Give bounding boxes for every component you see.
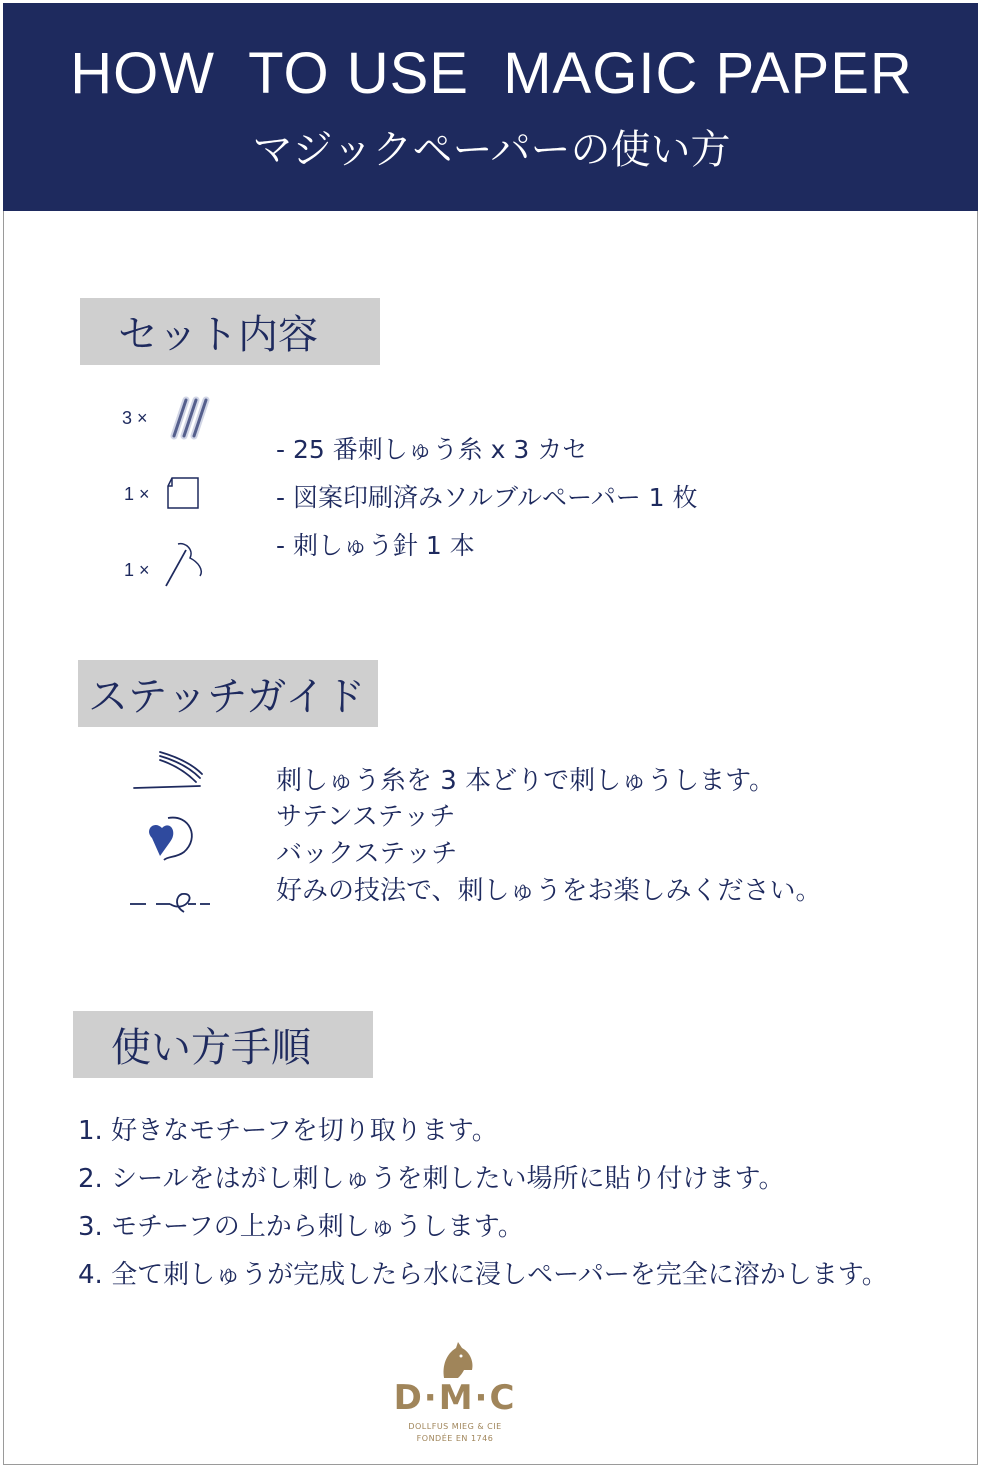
steps-section-heading <box>73 1011 373 1078</box>
page-subtitle: マジックペーパーの使い方 <box>252 127 731 173</box>
satin-stitch-icon <box>140 812 200 872</box>
step-4: 4. 全て刺しゅうが完成したら水に浸しペーパーを完全に溶かします。 <box>78 1260 888 1290</box>
kit-section-heading <box>80 298 380 365</box>
stitch-heading-text: ステッチガイド <box>88 674 366 720</box>
stitch-line-back: バックステッチ <box>276 839 458 869</box>
steps-heading-text: 使い方手順 <box>111 1025 311 1071</box>
page-frame <box>3 3 978 1465</box>
strand-icon <box>130 748 210 796</box>
floss-count: 3 × <box>122 408 148 428</box>
kit-heading-text: セット内容 <box>118 312 318 358</box>
step-1: 1. 好きなモチーフを切り取ります。 <box>78 1116 498 1146</box>
kit-item-floss: - 25 番刺しゅう糸 x 3 カセ <box>276 435 588 464</box>
paper-sheet-icon <box>162 472 204 512</box>
step-3: 3. モチーフの上から刺しゅうします。 <box>78 1212 524 1242</box>
brand-sub-1: DOLLFUS MIEG & CIE <box>408 1422 502 1431</box>
kit-item-needle: - 刺しゅう針 1 本 <box>276 531 475 560</box>
stitch-line-enjoy: 好みの技法で、刺しゅうをお楽しみください。 <box>276 876 822 906</box>
stitch-line-satin: サテンステッチ <box>276 802 456 832</box>
back-stitch-icon <box>126 884 216 920</box>
paper-count: 1 × <box>124 484 150 504</box>
header-banner <box>3 3 978 211</box>
floss-skeins-icon <box>160 396 210 442</box>
page-title: HOW TO USE MAGIC PAPER <box>70 41 913 106</box>
stitch-line-strands: 刺しゅう糸を 3 本どりで刺しゅうします。 <box>276 766 775 796</box>
brand-name: D·M·C <box>393 1378 517 1418</box>
brand-sub-2: FONDÉE EN 1746 <box>416 1434 494 1443</box>
needle-icon <box>160 540 208 590</box>
horse-head-logo-icon <box>434 1340 476 1380</box>
step-2: 2. シールをはがし刺しゅうを刺したい場所に貼り付けます。 <box>78 1164 785 1194</box>
needle-count: 1 × <box>124 560 150 580</box>
stitch-section-heading <box>78 660 378 727</box>
kit-item-paper: - 図案印刷済みソルブルペーパー 1 枚 <box>276 483 698 512</box>
